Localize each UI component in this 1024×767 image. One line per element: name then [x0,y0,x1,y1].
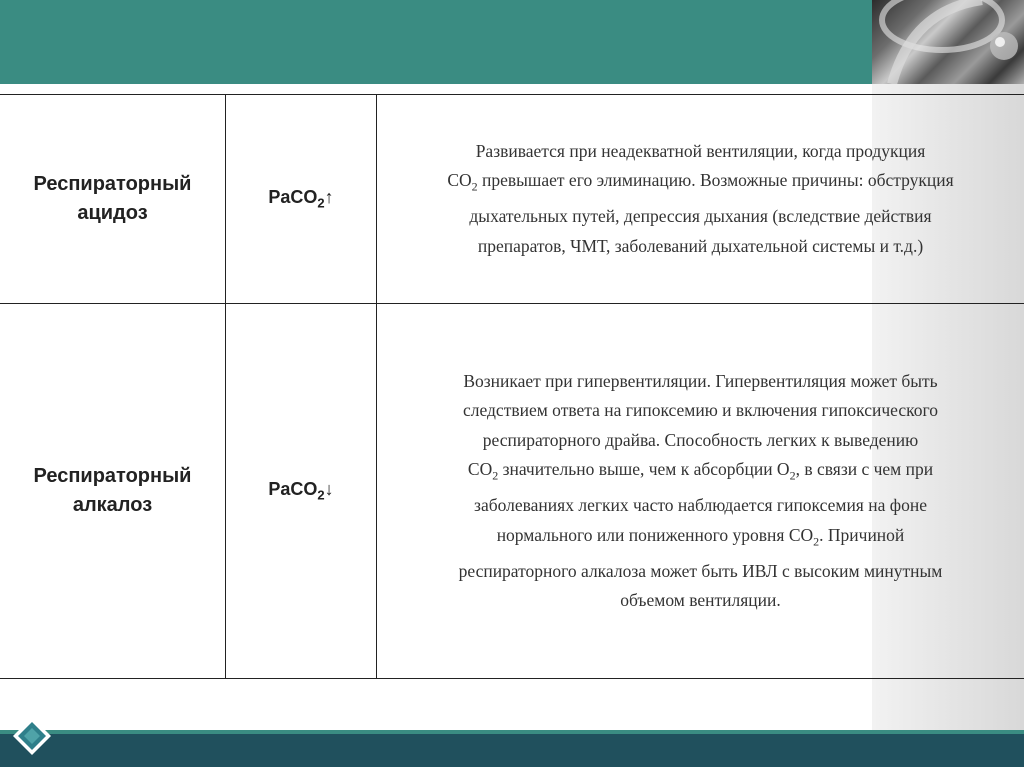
table-row [0,95,1024,304]
term-cell [0,95,226,304]
term-label: Респираторный ацидоз [33,173,192,224]
param-cell [226,95,377,304]
param-cell [226,304,377,679]
term-label: Респираторный алкалоз [33,465,192,516]
header-decorative-image [872,0,1024,84]
comparison-table [0,94,1024,679]
table-row [0,304,1024,679]
description-text: Развивается при неадекватной вентиляции, когда продукция $CO_2$ превышает его элиминацию. Возможные причины: обструкция дыхательных путей, депрессия дыхания (вследствие действия препаратов, ЧМТ, заболеваний дыхательной системы и т.д.) [447,140,954,256]
param-label: PaCO$_2$↓ [268,479,334,503]
term-cell [0,304,226,679]
description-cell [377,95,1024,304]
description-cell [377,304,1024,679]
header-bar [0,0,872,84]
footer-bar [0,734,1024,767]
param-label: PaCO$_2$↑ [268,187,334,211]
description-text: Возникает при гипервентиляции. Гипервентиляция может быть следствием ответа на гипоксемию и включения гипоксического респираторного драйва. Способность легких к выведению $CO_2$ значительно выше, чем к абсорбции $O_2$, в связи с чем при заболеваниях легких часто наблюдается гипоксемия на фоне нормального или пониженного уровня $CO_2$. Причиной респираторного алкалоза может быть ИВЛ с высоким минутным объемом вентиляции. [458,370,943,610]
diamond-icon [12,716,52,756]
